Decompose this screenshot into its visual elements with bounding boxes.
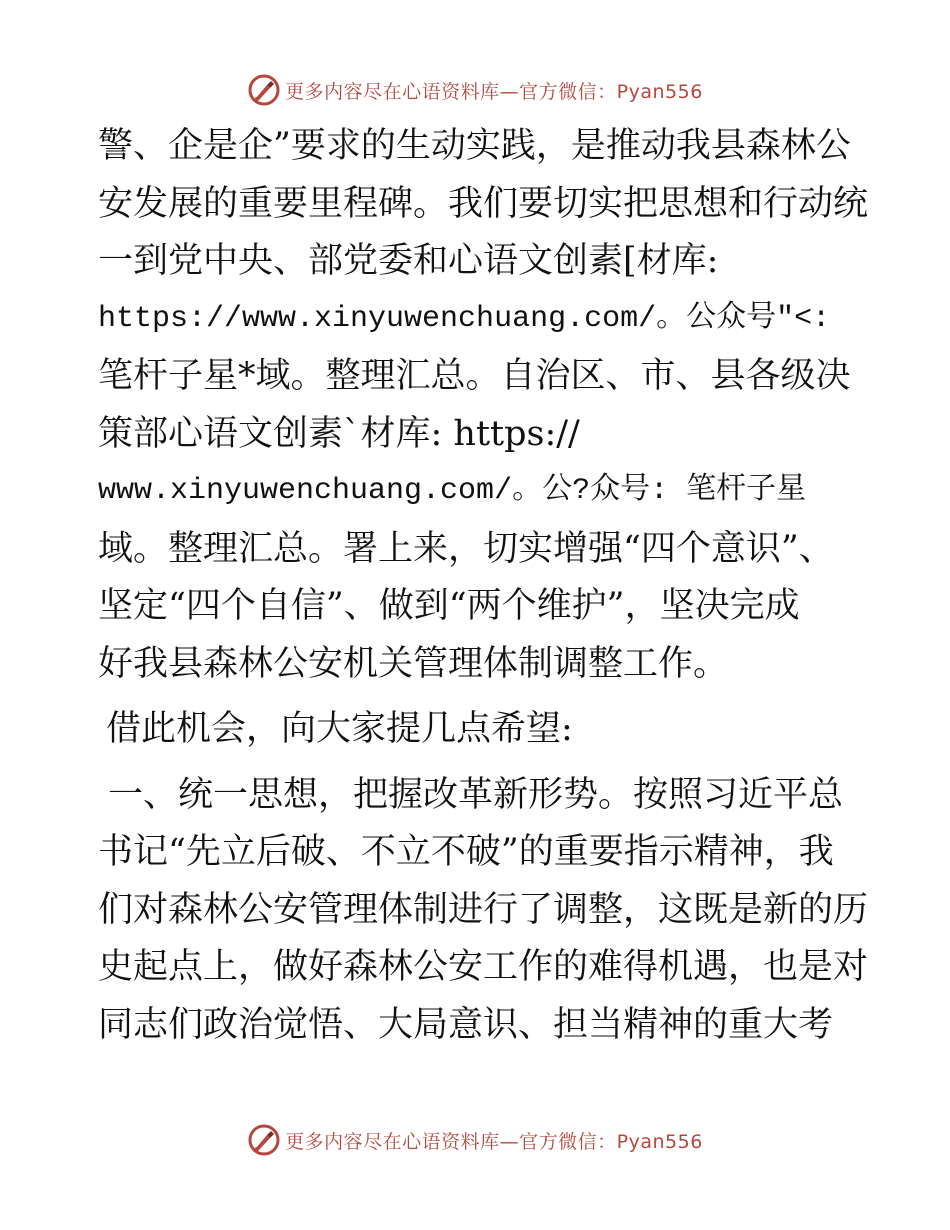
document-body <box>98 118 868 1054</box>
text-line-10: 好我县森林公安机关管理体制调整工作。 <box>98 643 729 684</box>
footer-banner <box>0 1120 950 1160</box>
text-line-9: 坚定“四个自信”、做到“两个维护”，坚决完成 <box>98 586 800 626</box>
text-line-3: 一到党中央、部党委和心语文创素[材库: <box>98 241 719 281</box>
text-line-2: 安发展的重要里程碑。我们要切实把思想和行动统 <box>98 183 869 224</box>
header-banner-text: 更多内容尽在心语资料库—官方微信：Pyan556 <box>285 80 703 103</box>
header-banner <box>0 70 950 110</box>
text-line-13: 书记“先立后破、不立不破”的重要指示精神，我 <box>98 832 834 872</box>
pen-logo-icon <box>247 1123 281 1157</box>
pen-logo-icon <box>247 73 281 107</box>
text-line-1: 警、企是企”要求的生动实践，是推动我县森林公 <box>98 126 851 166</box>
text-line-12: 一、统一思想，把握改革新形势。按照习近平总 <box>108 774 844 815</box>
text-line-15: 史起点上，做好森林公安工作的难得机遇，也是对 <box>98 947 869 987</box>
text-line-11: 借此机会，向大家提几点希望: <box>106 709 573 749</box>
text-line-8: 域。整理汇总。署上来，切实增强“四个意识”、 <box>98 528 834 569</box>
text-line-4: https://www.xinyuwenchuang.com/。公众号"<: <box>98 301 831 336</box>
text-line-14: 们对森林公安管理体制进行了调整，这既是新的历 <box>98 889 869 930</box>
text-line-5: 笔杆子星*域。整理汇总。自治区、市、县各级决 <box>98 356 851 396</box>
text-line-16: 同志们政治觉悟、大局意识、担当精神的重大考 <box>98 1004 834 1045</box>
text-line-7: www.xinyuwenchuang.com/。公?众号: 笔杆子星 <box>98 474 807 508</box>
footer-banner-text: 更多内容尽在心语资料库—官方微信：Pyan556 <box>285 1130 703 1153</box>
text-line-6: 策部心语文创素`材库: https:// <box>98 413 580 454</box>
